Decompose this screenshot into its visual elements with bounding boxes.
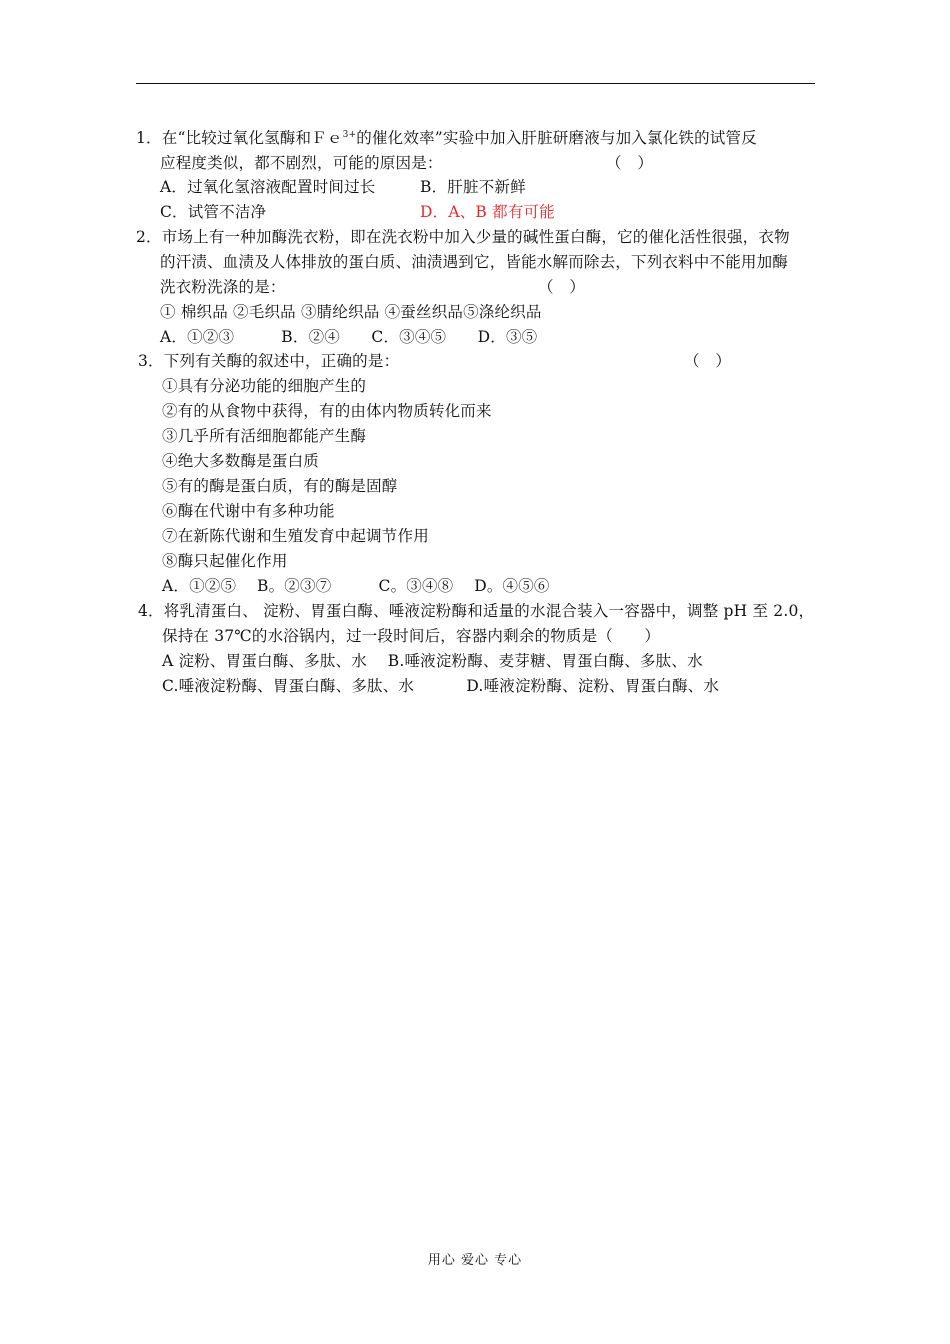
q4-options-line1: A 淀粉、胃蛋白酶、多肽、水 B.唾液淀粉酶、麦芽糖、胃蛋白酶、多肽、水 — [162, 652, 703, 670]
q4-stem-line2: 保持在 37℃的水浴锅内，过一段时间后，容器内剩余的物质是（ ） — [162, 627, 661, 645]
q2-items: ① 棉织品 ②毛织品 ③腈纶织品 ④蚕丝织品⑤涤纶织品 — [160, 303, 542, 321]
q3-item-7: ⑦在新陈代谢和生殖发育中起调节作用 — [162, 527, 429, 545]
q2-stem-line2: 的汗渍、血渍及人体排放的蛋白质、油渍遇到它，皆能水解而除去，下列衣料中不能用加酶 — [160, 253, 789, 271]
q3-item-1: ①具有分泌功能的细胞产生的 — [162, 377, 367, 395]
q1-answer-bracket: （ ） — [606, 154, 654, 172]
q1-option-a: A．过氧化氢溶液配置时间过长 — [160, 178, 376, 196]
q1-option-b: B．肝脏不新鲜 — [420, 178, 526, 196]
q1-option-c: C．试管不洁净 — [160, 203, 267, 221]
page-footer: 用心 爱心 专心 — [427, 1253, 523, 1268]
q3-stem-line1: 3．下列有关酶的叙述中，正确的是： — [138, 352, 400, 370]
q4-options-line2: C.唾液淀粉酶、胃蛋白酶、多肽、水 D.唾液淀粉酶、淀粉、胃蛋白酶、水 — [162, 677, 720, 695]
q3-item-5: ⑤有的酶是蛋白质，有的酶是固醇 — [162, 477, 398, 495]
q3-item-8: ⑧酶只起催化作用 — [162, 552, 288, 570]
q2-stem-line3: 洗衣粉洗涤的是： — [160, 278, 286, 296]
q1-option-d-highlighted: D．A、B 都有可能 — [420, 203, 555, 221]
header-rule — [136, 83, 815, 84]
q4-stem-line1: 4．将乳清蛋白、 淀粉、胃蛋白酶、唾液淀粉酶和适量的水混合装入一容器中，调整 pH 至 2.0， — [138, 602, 815, 620]
q2-stem-line1: 2．市场上有一种加酶洗衣粉，即在洗衣粉中加入少量的碱性蛋白酶，它的催化活性很强，衣物 — [136, 228, 790, 246]
q2-answer-bracket: （ ） — [538, 278, 586, 296]
q3-item-6: ⑥酶在代谢中有多种功能 — [162, 502, 335, 520]
q1-stem-line2: 应程度类似，都不剧烈，可能的原因是： — [160, 154, 443, 172]
q1-superscript: 3+ — [342, 130, 357, 140]
q1-stem-line1: 1．在“比较过氧化氢酶和Ｆｅ$^{3+}$的催化效率”实验中加入肝脏研磨液与加入氯化铁的试管反 — [136, 129, 757, 147]
q3-item-2: ②有的从食物中获得，有的由体内物质转化而来 — [162, 402, 492, 420]
q3-answer-bracket: （ ） — [684, 352, 732, 370]
q2-options: A．①②③ B．②④ C．③④⑤ D．③⑤ — [160, 328, 538, 346]
q3-item-3: ③几乎所有活细胞都能产生酶 — [162, 427, 367, 445]
q3-options: A．①②⑤ B。②③⑦ C。③④⑧ D。④⑤⑥ — [162, 577, 550, 595]
q3-item-4: ④绝大多数酶是蛋白质 — [162, 452, 320, 470]
